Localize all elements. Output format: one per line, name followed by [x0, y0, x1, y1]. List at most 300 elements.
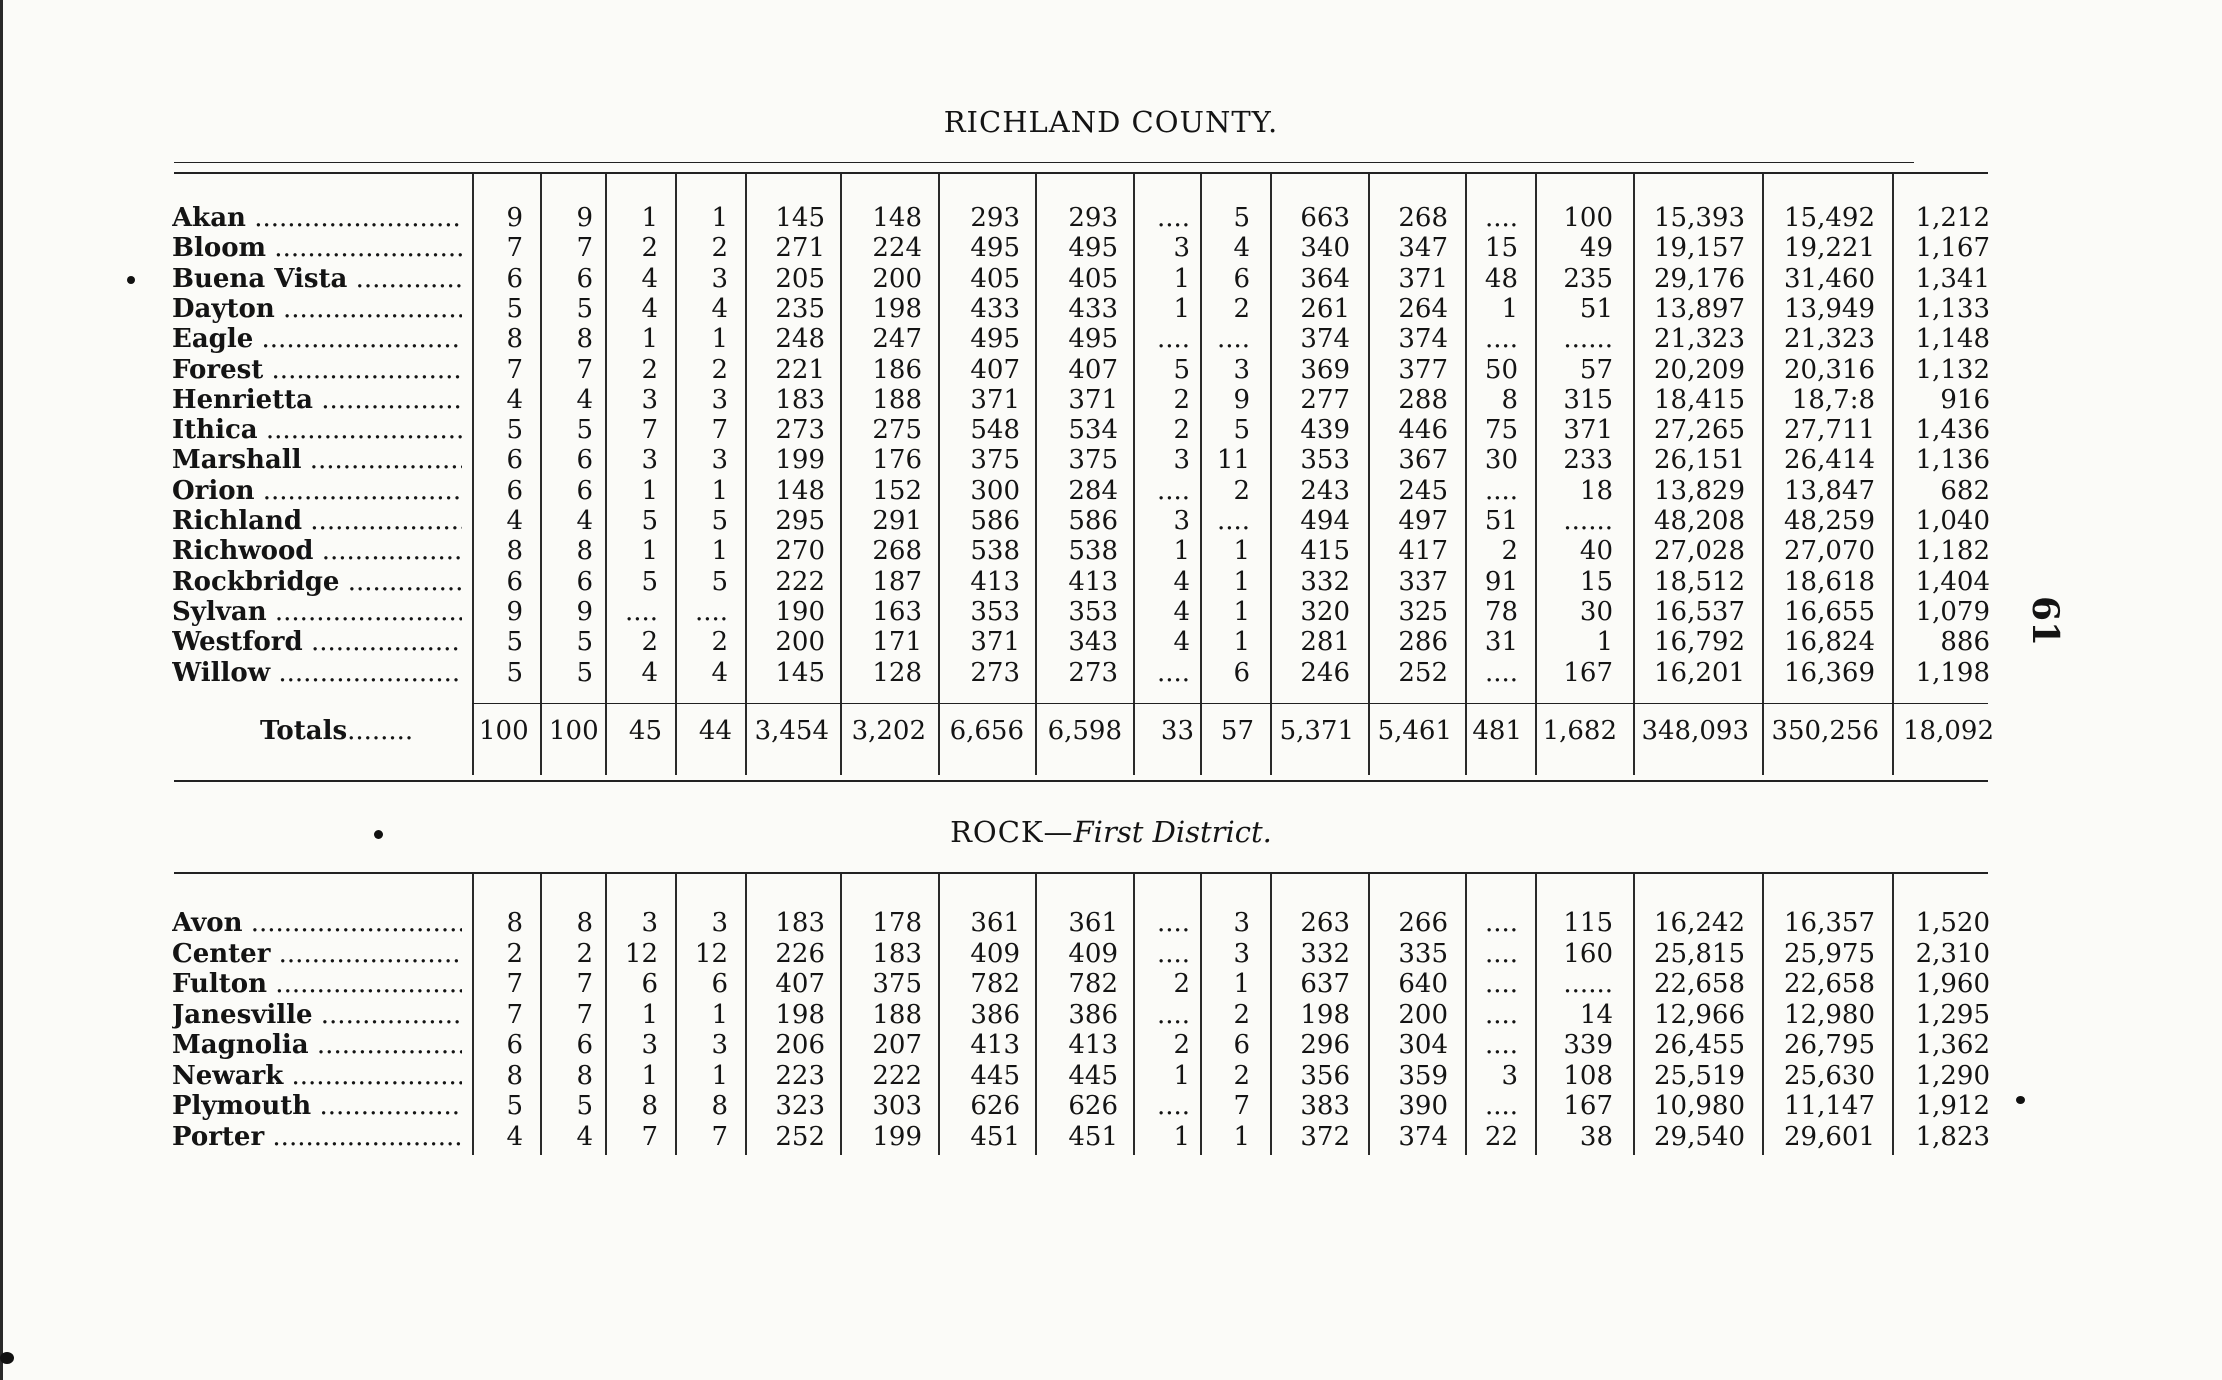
cell-value: 1 — [711, 324, 728, 355]
cell-value: 5 — [576, 627, 593, 658]
cell-value: 6 — [506, 445, 523, 476]
cell-value: 3 — [711, 445, 728, 476]
cell-value: 586 — [970, 506, 1020, 536]
cell-value: 371 — [1068, 384, 1118, 415]
cell-value: 243 — [1300, 475, 1350, 506]
cell-value: 252 — [775, 1121, 825, 1152]
cell-value: 27,028 — [1654, 536, 1745, 567]
cell-value: 22 — [1484, 1121, 1518, 1152]
cell-value: 245 — [1398, 475, 1448, 506]
cell-value: 9 — [576, 596, 593, 627]
cell-value: 637 — [1300, 969, 1350, 999]
cell-value: 371 — [1398, 263, 1448, 294]
cell-value: 271 — [775, 233, 825, 264]
cell-value: 300 — [970, 475, 1020, 506]
cell-value: 353 — [1300, 445, 1350, 476]
cell-value: 8 — [506, 1060, 523, 1091]
cell-value: 15,393 — [1654, 203, 1745, 233]
table-top-rule — [174, 872, 1988, 874]
cell-value: 266 — [1398, 908, 1448, 938]
township-name: Newark ..... — [172, 1061, 462, 1091]
cell-value: 16,792 — [1654, 627, 1745, 658]
cell-value: 248 — [775, 324, 825, 355]
cell-value: 2 — [641, 233, 658, 264]
cell-value: 29,540 — [1654, 1121, 1745, 1152]
cell-value: 7 — [506, 354, 523, 385]
cell-value: ...... — [1563, 506, 1613, 536]
cell-value: 2,310 — [1915, 938, 1990, 969]
cell-value: 167 — [1563, 1091, 1613, 1121]
cell-value: 21,323 — [1654, 324, 1745, 355]
cell-value: 375 — [872, 969, 922, 999]
cell-value: 171 — [872, 627, 922, 658]
total-value: 3,202 — [851, 716, 926, 746]
cell-value: 5 — [1173, 354, 1190, 385]
cell-value: 1,362 — [1915, 1030, 1990, 1060]
cell-value: 323 — [775, 1091, 825, 1121]
cell-value: 9 — [576, 203, 593, 233]
cell-value: 2 — [711, 354, 728, 385]
cell-value: 206 — [775, 1030, 825, 1060]
table-row — [0, 1091, 2222, 1121]
table-row — [0, 355, 2222, 385]
cell-value: 8 — [1501, 384, 1518, 415]
rock-heading — [0, 815, 2222, 849]
cell-value: 1 — [1501, 293, 1518, 324]
cell-value: 9 — [506, 203, 523, 233]
cell-value: 40 — [1579, 536, 1613, 567]
table-row — [0, 597, 2222, 627]
cell-value: 25,630 — [1784, 1060, 1875, 1091]
cell-value: 20,209 — [1654, 354, 1745, 385]
total-value: 6,656 — [949, 716, 1024, 746]
cell-value: 235 — [775, 293, 825, 324]
cell-value: 10,980 — [1654, 1091, 1745, 1121]
cell-value: 275 — [872, 415, 922, 446]
township-name: Sylvan ..... — [172, 597, 462, 627]
cell-value: 205 — [775, 263, 825, 294]
cell-value: 277 — [1300, 384, 1350, 415]
cell-value: 1 — [711, 475, 728, 506]
cell-value: 332 — [1300, 566, 1350, 597]
cell-value: 369 — [1300, 354, 1350, 385]
total-value: 100 — [479, 716, 529, 746]
cell-value: 1,960 — [1915, 969, 1990, 999]
cell-value: .... — [1156, 1091, 1190, 1121]
cell-value: .... — [1156, 908, 1190, 938]
total-value: 33 — [1160, 716, 1194, 746]
cell-value: .... — [1156, 999, 1190, 1030]
cell-value: 353 — [970, 596, 1020, 627]
cell-value: 145 — [775, 203, 825, 233]
cell-value: 626 — [1068, 1091, 1118, 1121]
cell-value: 5 — [576, 293, 593, 324]
township-name: Akan ..... — [172, 203, 462, 233]
cell-value: 222 — [872, 1060, 922, 1091]
cell-value: 108 — [1563, 1060, 1613, 1091]
cell-value: 5 — [506, 657, 523, 688]
cell-value: 548 — [970, 415, 1020, 446]
cell-value: 7 — [506, 999, 523, 1030]
totals-label: Totals ........ — [260, 716, 413, 746]
table-row — [0, 1122, 2222, 1152]
cell-value: 626 — [970, 1091, 1020, 1121]
cell-value: 13,829 — [1654, 475, 1745, 506]
table-row — [0, 969, 2222, 999]
cell-value: 27,070 — [1784, 536, 1875, 567]
cell-value: 2 — [1233, 293, 1250, 324]
cell-value: 413 — [970, 566, 1020, 597]
cell-value: 5 — [576, 657, 593, 688]
cell-value: 3 — [1173, 233, 1190, 264]
cell-value: 340 — [1300, 233, 1350, 264]
cell-value: 13,949 — [1784, 293, 1875, 324]
cell-value: 415 — [1300, 536, 1350, 567]
cell-value: 1,182 — [1915, 536, 1990, 567]
cell-value: 221 — [775, 354, 825, 385]
cell-value: 5 — [641, 566, 658, 597]
cell-value: 3 — [641, 384, 658, 415]
cell-value: 1 — [1173, 293, 1190, 324]
cell-value: 167 — [1563, 657, 1613, 688]
cell-value: 390 — [1398, 1091, 1448, 1121]
township-name: Porter ..... — [172, 1122, 462, 1152]
cell-value: 353 — [1068, 596, 1118, 627]
cell-value: 7 — [576, 969, 593, 999]
township-name: Rockbridge ..... — [172, 567, 462, 597]
cell-value: 183 — [775, 384, 825, 415]
total-value: 45 — [628, 716, 662, 746]
cell-value: 439 — [1300, 415, 1350, 446]
totals-row — [0, 716, 2222, 746]
cell-value: 78 — [1484, 596, 1518, 627]
table-row — [0, 324, 2222, 354]
cell-value: 31,460 — [1784, 263, 1875, 294]
table-top-rule — [174, 162, 1914, 163]
cell-value: 115 — [1563, 908, 1613, 938]
total-value: 6,598 — [1047, 716, 1122, 746]
cell-value: 2 — [1501, 536, 1518, 567]
township-name: Eagle ..... — [172, 324, 462, 354]
cell-value: .... — [1484, 324, 1518, 355]
cell-value: 4 — [641, 263, 658, 294]
cell-value: 12,980 — [1784, 999, 1875, 1030]
cell-value: 1 — [1233, 596, 1250, 627]
cell-value: 8 — [576, 1060, 593, 1091]
cell-value: 1 — [1173, 1060, 1190, 1091]
cell-value: 4 — [1173, 596, 1190, 627]
cell-value: 374 — [1300, 324, 1350, 355]
cell-value: 190 — [775, 596, 825, 627]
cell-value: 160 — [1563, 938, 1613, 969]
cell-value: 1 — [641, 999, 658, 1030]
township-name: Dayton ..... — [172, 294, 462, 324]
cell-value: 356 — [1300, 1060, 1350, 1091]
cell-value: 495 — [970, 324, 1020, 355]
cell-value: 1 — [641, 324, 658, 355]
table-row — [0, 385, 2222, 415]
ink-speck — [2016, 1096, 2025, 1104]
cell-value: 2 — [506, 938, 523, 969]
cell-value: 49 — [1579, 233, 1613, 264]
richland-county-heading — [0, 105, 2222, 139]
cell-value: 6 — [1233, 1030, 1250, 1060]
cell-value: 31 — [1484, 627, 1518, 658]
page-number: 61 — [2024, 595, 2067, 647]
cell-value: 9 — [1233, 384, 1250, 415]
cell-value: 270 — [775, 536, 825, 567]
cell-value: 1,040 — [1915, 506, 1990, 536]
cell-value: 495 — [970, 233, 1020, 264]
cell-value: 1,079 — [1915, 596, 1990, 627]
township-name: Marshall ..... — [172, 445, 462, 475]
cell-value: 1,436 — [1915, 415, 1990, 446]
cell-value: 51 — [1579, 293, 1613, 324]
township-name: Plymouth ..... — [172, 1091, 462, 1121]
cell-value: 3 — [711, 908, 728, 938]
cell-value: 7 — [506, 969, 523, 999]
cell-value: 268 — [872, 536, 922, 567]
cell-value: 5 — [711, 506, 728, 536]
cell-value: 1 — [641, 203, 658, 233]
cell-value: 51 — [1484, 506, 1518, 536]
cell-value: 11,147 — [1784, 1091, 1875, 1121]
cell-value: 497 — [1398, 506, 1448, 536]
cell-value: 284 — [1068, 475, 1118, 506]
cell-value: 223 — [775, 1060, 825, 1091]
cell-value: 48,208 — [1654, 506, 1745, 536]
cell-value: 188 — [872, 999, 922, 1030]
cell-value: 273 — [775, 415, 825, 446]
total-value: 1,682 — [1542, 716, 1617, 746]
cell-value: 3 — [711, 1030, 728, 1060]
cell-value: 1,290 — [1915, 1060, 1990, 1091]
cell-value: 15,492 — [1784, 203, 1875, 233]
cell-value: 273 — [1068, 657, 1118, 688]
cell-value: .... — [1484, 908, 1518, 938]
cell-value: 6 — [576, 445, 593, 476]
cell-value: 295 — [775, 506, 825, 536]
cell-value: 8 — [576, 324, 593, 355]
ink-speck — [0, 1352, 14, 1364]
township-name: Willow ..... — [172, 658, 462, 688]
total-value: 481 — [1472, 716, 1522, 746]
cell-value: 13,897 — [1654, 293, 1745, 324]
cell-value: 409 — [970, 938, 1020, 969]
cell-value: 413 — [1068, 566, 1118, 597]
table-row — [0, 1061, 2222, 1091]
cell-value: .... — [1484, 969, 1518, 999]
cell-value: 30 — [1579, 596, 1613, 627]
cell-value: 375 — [1068, 445, 1118, 476]
cell-value: 2 — [711, 233, 728, 264]
cell-value: 261 — [1300, 293, 1350, 324]
cell-value: 7 — [641, 1121, 658, 1152]
cell-value: 48,259 — [1784, 506, 1875, 536]
cell-value: 407 — [1068, 354, 1118, 385]
cell-value: 18,7:8 — [1791, 384, 1875, 415]
cell-value: 663 — [1300, 203, 1350, 233]
cell-value: 198 — [775, 999, 825, 1030]
table-top-rule — [174, 172, 1988, 174]
cell-value: 286 — [1398, 627, 1448, 658]
cell-value: 371 — [970, 384, 1020, 415]
cell-value: 445 — [970, 1060, 1020, 1091]
cell-value: 296 — [1300, 1030, 1350, 1060]
cell-value: 1 — [1596, 627, 1613, 658]
township-name: Avon ..... — [172, 908, 462, 938]
cell-value: 15 — [1484, 233, 1518, 264]
cell-value: .... — [1484, 999, 1518, 1030]
cell-value: 1,136 — [1915, 445, 1990, 476]
cell-value: 148 — [872, 203, 922, 233]
cell-value: .... — [1156, 475, 1190, 506]
cell-value: 405 — [1068, 263, 1118, 294]
table-row — [0, 939, 2222, 969]
total-value: 350,256 — [1771, 716, 1879, 746]
cell-value: 7 — [711, 415, 728, 446]
cell-value: 495 — [1068, 324, 1118, 355]
cell-value: 1 — [641, 536, 658, 567]
cell-value: 8 — [641, 1091, 658, 1121]
cell-value: 13,847 — [1784, 475, 1875, 506]
cell-value: 247 — [872, 324, 922, 355]
cell-value: 1,823 — [1915, 1121, 1990, 1152]
cell-value: 128 — [872, 657, 922, 688]
cell-value: 359 — [1398, 1060, 1448, 1091]
cell-value: 6 — [576, 566, 593, 597]
township-name: Westford ..... — [172, 627, 462, 657]
cell-value: 16,201 — [1654, 657, 1745, 688]
cell-value: 451 — [1068, 1121, 1118, 1152]
cell-value: 1 — [1233, 536, 1250, 567]
cell-value: 3 — [1233, 938, 1250, 969]
cell-value: 12 — [694, 938, 728, 969]
cell-value: 176 — [872, 445, 922, 476]
cell-value: 1 — [711, 999, 728, 1030]
cell-value: 186 — [872, 354, 922, 385]
cell-value: 413 — [970, 1030, 1020, 1060]
total-value: 18,092 — [1903, 716, 1994, 746]
cell-value: 288 — [1398, 384, 1448, 415]
table-row — [0, 536, 2222, 566]
cell-value: 371 — [1563, 415, 1613, 446]
cell-value: .... — [1156, 203, 1190, 233]
cell-value: 22,658 — [1784, 969, 1875, 999]
cell-value: 4 — [506, 506, 523, 536]
cell-value: 16,824 — [1784, 627, 1875, 658]
cell-value: 48 — [1484, 263, 1518, 294]
total-value: 57 — [1220, 716, 1254, 746]
cell-value: 16,242 — [1654, 908, 1745, 938]
cell-value: 25,975 — [1784, 938, 1875, 969]
cell-value: 224 — [872, 233, 922, 264]
cell-value: 18,618 — [1784, 566, 1875, 597]
cell-value: 21,323 — [1784, 324, 1875, 355]
total-value: 44 — [698, 716, 732, 746]
cell-value: 7 — [576, 233, 593, 264]
township-name: Ithica ..... — [172, 415, 462, 445]
cell-value: 5 — [576, 1091, 593, 1121]
cell-value: 6 — [576, 475, 593, 506]
cell-value: 8 — [711, 1091, 728, 1121]
cell-value: 200 — [775, 627, 825, 658]
table-bottom-rule — [174, 780, 1988, 782]
township-name: Magnolia ..... — [172, 1030, 462, 1060]
cell-value: 50 — [1484, 354, 1518, 385]
cell-value: 886 — [1940, 627, 1990, 658]
cell-value: 1 — [1233, 969, 1250, 999]
cell-value: 339 — [1563, 1030, 1613, 1060]
cell-value: ...... — [1563, 969, 1613, 999]
cell-value: 16,357 — [1784, 908, 1875, 938]
township-name: Forest ..... — [172, 355, 462, 385]
cell-value: 407 — [970, 354, 1020, 385]
township-name: Henrietta ..... — [172, 385, 462, 415]
cell-value: 640 — [1398, 969, 1448, 999]
cell-value: 163 — [872, 596, 922, 627]
cell-value: 2 — [1233, 475, 1250, 506]
table-row — [0, 476, 2222, 506]
ink-speck — [127, 276, 135, 284]
cell-value: 148 — [775, 475, 825, 506]
cell-value: 375 — [970, 445, 1020, 476]
cell-value: 12,966 — [1654, 999, 1745, 1030]
cell-value: .... — [1484, 475, 1518, 506]
cell-value: 386 — [970, 999, 1020, 1030]
cell-value: 1 — [641, 475, 658, 506]
cell-value: 409 — [1068, 938, 1118, 969]
cell-value: 1,133 — [1915, 293, 1990, 324]
cell-value: 293 — [970, 203, 1020, 233]
cell-value: 782 — [1068, 969, 1118, 999]
cell-value: 383 — [1300, 1091, 1350, 1121]
cell-value: 374 — [1398, 1121, 1448, 1152]
table-row — [0, 1000, 2222, 1030]
cell-value: 8 — [576, 908, 593, 938]
cell-value: 303 — [872, 1091, 922, 1121]
cell-value: 27,711 — [1784, 415, 1875, 446]
township-name: Center ..... — [172, 939, 462, 969]
cell-value: 3 — [641, 1030, 658, 1060]
cell-value: 3 — [1233, 908, 1250, 938]
cell-value: 3 — [1233, 354, 1250, 385]
cell-value: 1 — [711, 203, 728, 233]
cell-value: 304 — [1398, 1030, 1448, 1060]
cell-value: 4 — [576, 1121, 593, 1152]
cell-value: 1,404 — [1915, 566, 1990, 597]
cell-value: 5 — [1233, 415, 1250, 446]
table-row — [0, 908, 2222, 938]
cell-value: 1 — [1173, 536, 1190, 567]
table-row — [0, 567, 2222, 597]
cell-value: .... — [1484, 203, 1518, 233]
cell-value: 226 — [775, 938, 825, 969]
cell-value: 1,520 — [1915, 908, 1990, 938]
cell-value: 6 — [641, 969, 658, 999]
cell-value: 26,795 — [1784, 1030, 1875, 1060]
cell-value: 4 — [506, 1121, 523, 1152]
cell-value: 538 — [1068, 536, 1118, 567]
cell-value: 7 — [641, 415, 658, 446]
section-subtitle: First District. — [1073, 815, 1272, 849]
table-row — [0, 658, 2222, 688]
cell-value: 6 — [506, 475, 523, 506]
cell-value: 4 — [711, 657, 728, 688]
cell-value: 7 — [1233, 1091, 1250, 1121]
cell-value: 252 — [1398, 657, 1448, 688]
cell-value: 14 — [1579, 999, 1613, 1030]
